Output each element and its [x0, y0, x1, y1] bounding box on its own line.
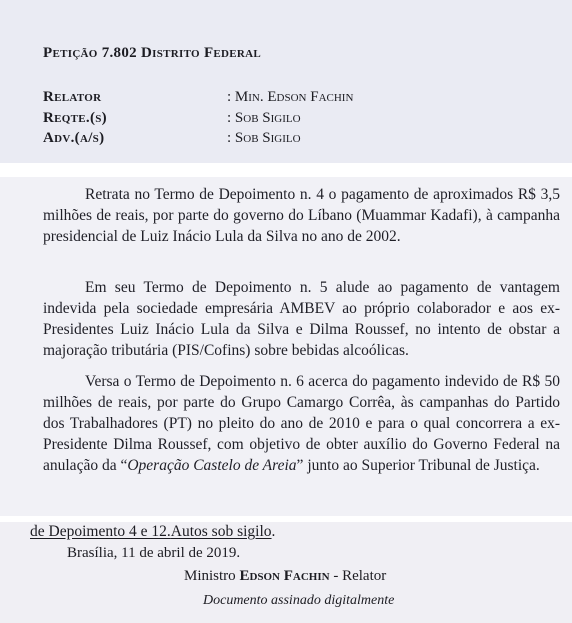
- signature-line: [184, 568, 386, 585]
- signer-name: Edson Fachin: [239, 568, 330, 584]
- quote-open: “: [116, 457, 128, 474]
- reference-end: .: [271, 523, 276, 540]
- quote-close: ”: [296, 457, 304, 474]
- date-line: Brasília, 11 de abril de 2019.: [67, 545, 241, 561]
- party-label: Adv.(a/s): [43, 130, 105, 146]
- operation-name: Operação Castelo de Areia: [127, 457, 297, 474]
- paragraph-tail: junto ao Superior Tribunal de Justiça.: [303, 457, 540, 474]
- reference-depoimentos: de Depoimento 4 e 12.: [30, 523, 171, 540]
- paragraph-text: Versa o Termo de Depoimento n. 6 acerca do pagamento indevido de R$ 50 milhões de reais, por parte do Grupo Camargo Corrêa, às campanhas do Partido dos Trabalhadores (PT) no pleito do ano de 2010 e para o qual concorrera a ex-Presidente Dilma Roussef, com objetivo de obter auxílio do Governo Federal na anulação da: [43, 373, 560, 474]
- party-value: : Sob Sigilo: [227, 110, 301, 126]
- party-value: : Sob Sigilo: [227, 130, 301, 146]
- signer-role: - Relator: [329, 568, 387, 584]
- paragraph-depoimento-6: [43, 371, 560, 476]
- case-caption: Petição 7.802 Distrito Federal: [43, 45, 262, 61]
- party-label: Reqte.(s): [43, 110, 107, 126]
- reference-line: [30, 523, 275, 541]
- paragraph-depoimento-5: Em seu Termo de Depoimento n. 5 alude ao pagamento de vantagem indevida pela sociedade empresária AMBEV ao próprio colaborador e aos ex-Presidentes Luiz Inácio Lula da Silva e Dilma Roussef, no intento de obstar a majoração tributária (PIS/Cofins) sobre bebidas alcoólicas.: [43, 279, 560, 359]
- party-label: Relator: [43, 89, 102, 105]
- paragraph-depoimento-4: Retrata no Termo de Depoimento n. 4 o pagamento de aproximados R$ 3,5 milhões de reais, por parte do governo do Líbano (Muammar Kadafi), à campanha presidencial de Luiz Inácio Lula da Silva no ano de 2002.: [43, 186, 560, 245]
- signer-title: Ministro: [184, 568, 240, 584]
- digital-signature-note: Documento assinado digitalmente: [203, 593, 395, 608]
- reference-sigilo: Autos sob sigilo: [170, 523, 272, 540]
- party-value: : Min. Edson Fachin: [227, 89, 354, 105]
